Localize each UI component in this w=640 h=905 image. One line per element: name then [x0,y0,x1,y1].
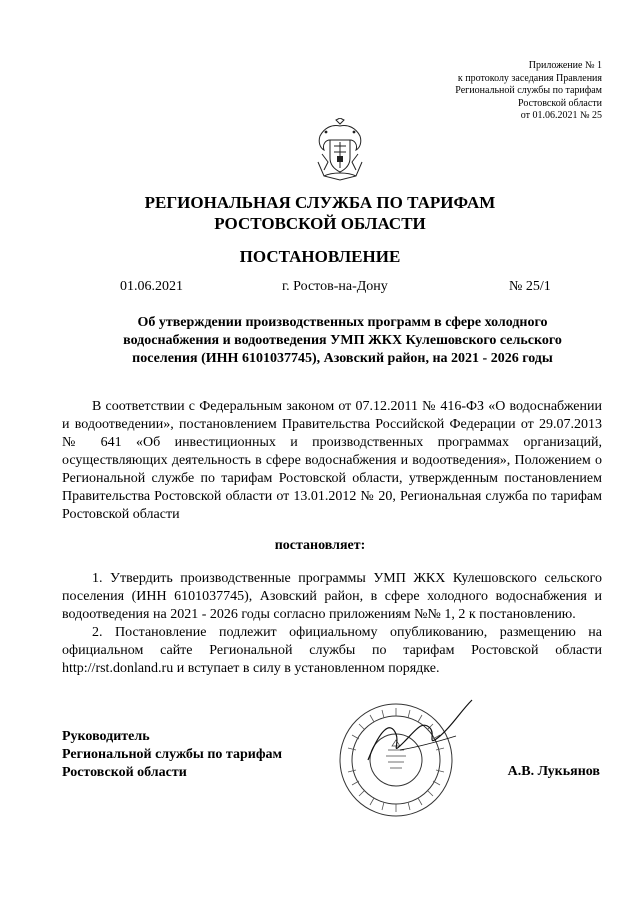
annex-line: Приложение № 1 [528,60,602,71]
annex-note [455,60,602,123]
signatory-title-line: Региональной службы по тарифам [62,747,283,762]
signatory-name: А.В. Лукьянов [507,764,600,779]
document-number: № 25/1 [509,279,551,294]
annex-line: Ростовской области [518,97,602,109]
annex-line: от 01.06.2021 № 25 [520,110,602,122]
document-city: г. Ростов-на-Дону [282,279,388,294]
document-type: ПОСТАНОВЛЕНИЕ [239,247,401,266]
decree-items [62,570,602,678]
decree-word: постановляет: [274,538,366,553]
signatory-title [62,728,282,782]
document-subject: Об утверждении производственных программ в сфере холодного водоснабжения и водоотведения УМП ЖКХ Кулешовского сельского поселения (ИНН 6101037745), Азовский район, на 2021 - 2026 годы [123,315,562,366]
coat-of-arms-icon [314,118,366,182]
preamble-paragraph: В соответствии с Федеральным законом от 07.12.2011 № 416-ФЗ «О водоснабжении и водоотведении», постановлением Правительства Российской Федерации от 29.07.2013 № 641 «Об инвестиционных и производственных программах организаций, осуществляющих деятельность в сфере водоснабжения и водоотведения», Положением о Региональной службе по тарифам Ростовской области, утвержденным постановлением Правительства Ростовской области от 13.01.2012 № 20, Региональная служба по тарифам Ростовской области [62,399,602,522]
organization-name-line: РОСТОВСКОЙ ОБЛАСТИ [214,214,426,233]
organization-name [0,192,640,234]
organization-name-line: РЕГИОНАЛЬНАЯ СЛУЖБА ПО ТАРИФАМ [144,193,496,212]
signatory-title-line: Руководитель [62,729,150,744]
annex-line: Региональной службы по тарифам [455,85,602,97]
document-date: 01.06.2021 [120,279,183,294]
signatory-title-line: Ростовской области [62,765,187,780]
handwritten-signature-icon [360,690,480,780]
decree-item: 1. Утвердить производственные программы УМП ЖКХ Кулешовского сельского поселения (ИНН 6101037745), Азовский район, в сфере холодного водоснабжения и водоотведения на 2021 - 2026 годы согласно приложениям №№ 1, 2 к постановлению. [62,571,602,622]
decree-item: 2. Постановление подлежит официальному опубликованию, размещению на официальном сайте Региональной службы по тарифам Ростовской области http://rst.donland.ru и вступает в силу в установленном порядке. [62,625,602,676]
annex-line: к протоколу заседания Правления [457,72,602,84]
